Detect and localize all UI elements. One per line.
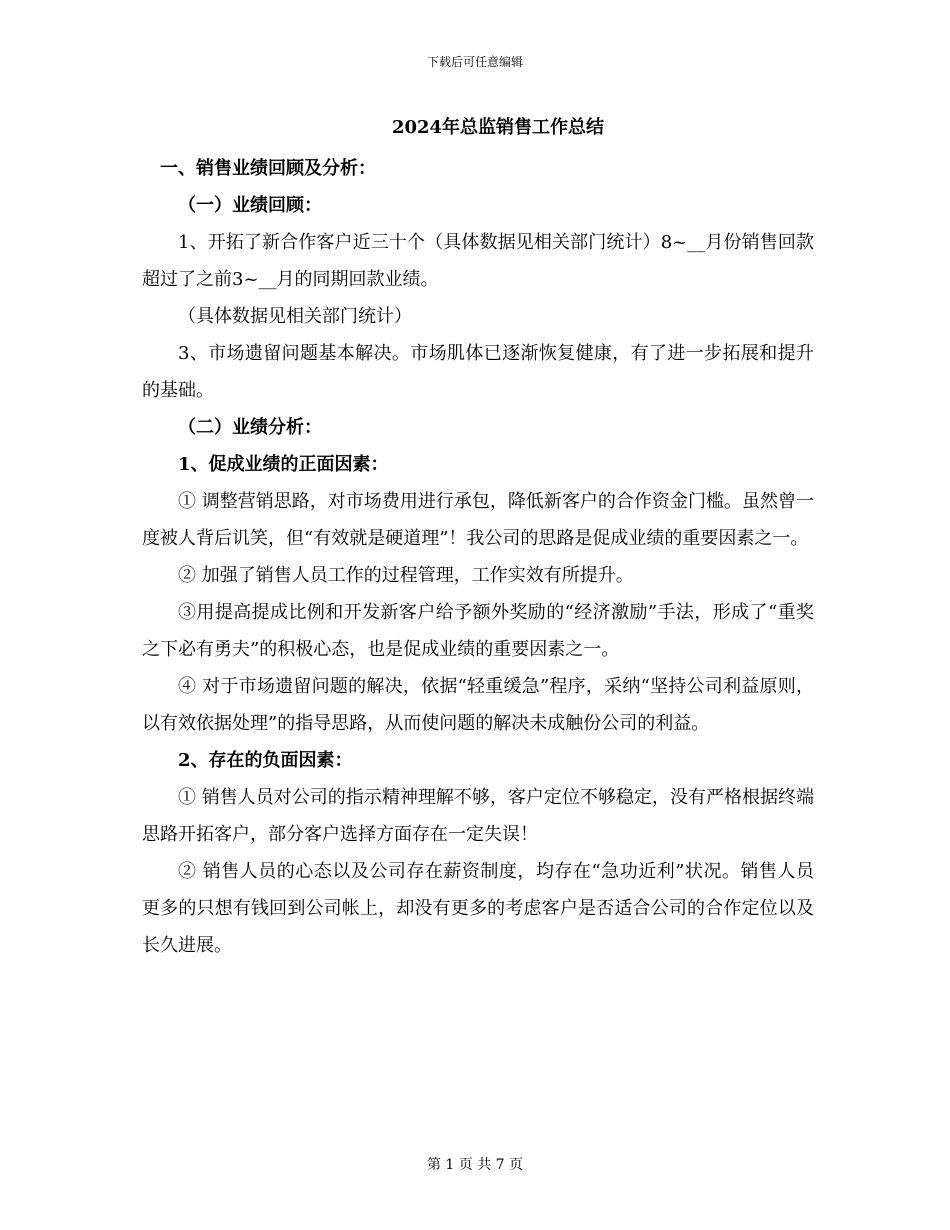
document-body [142, 150, 814, 964]
paragraph-positive-2: ② 加强了销售人员工作的过程管理，工作实效有所提升。 [178, 565, 634, 586]
subsection-heading-review: （一）业绩回顾： [178, 195, 322, 216]
paragraph-positive-4: ④ 对于市场遗留问题的解决，依据“轻重缓急”程序，采纳“坚持公司利益原则，以有效依据处理”的指导思路，从而使问题的解决未成触份公司的利益。 [142, 676, 814, 734]
page-header-note: 下载后可任意编辑 [426, 55, 523, 69]
document-title: 2024年总监销售工作总结 [391, 117, 605, 138]
section-heading-1: 一、销售业绩回顾及分析： [160, 158, 376, 179]
paragraph-negative-2: ② 销售人员的心态以及公司存在薪资制度，均存在“急功近利”状况。销售人员更多的只想有钱回到公司帐上，却没有更多的考虑客户是否适合公司的合作定位以及长久进展。 [142, 861, 814, 956]
heading-positive-factors: 1、促成业绩的正面因素： [178, 454, 389, 475]
paragraph-negative-1: ① 销售人员对公司的指示精神理解不够，客户定位不够稳定，没有严格根据终端思路开拓客户，部分客户选择方面存在一定失误！ [142, 787, 814, 845]
paragraph-positive-3: ③用提高提成比例和开发新客户给予额外奖励的“经济激励”手法，形成了“重奖之下必有勇夫”的积极心态，也是促成业绩的重要因素之一。 [142, 602, 814, 660]
paragraph-data-note: （具体数据见相关部门统计） [178, 306, 412, 327]
heading-negative-factors: 2、存在的负面因素： [178, 750, 353, 771]
paragraph-legacy-issues: 3、市场遗留问题基本解决。市场肌体已逐渐恢复健康，有了进一步拓展和提升的基础。 [142, 343, 814, 401]
paragraph-positive-1: ① 调整营销思路，对市场费用进行承包，降低新客户的合作资金门槛。虽然曾一度被人背后讥笑，但“有效就是硬道理”！我公司的思路是促成业绩的重要因素之一。 [142, 491, 814, 549]
subsection-heading-analysis: （二）业绩分析： [178, 417, 322, 438]
paragraph-new-clients: 1、开拓了新合作客户近三十个（具体数据见相关部门统计）8~__月份销售回款超过了之前3~__月的同期回款业绩。 [142, 232, 814, 290]
page-number: 第 1 页 共 7 页 [426, 1157, 524, 1173]
